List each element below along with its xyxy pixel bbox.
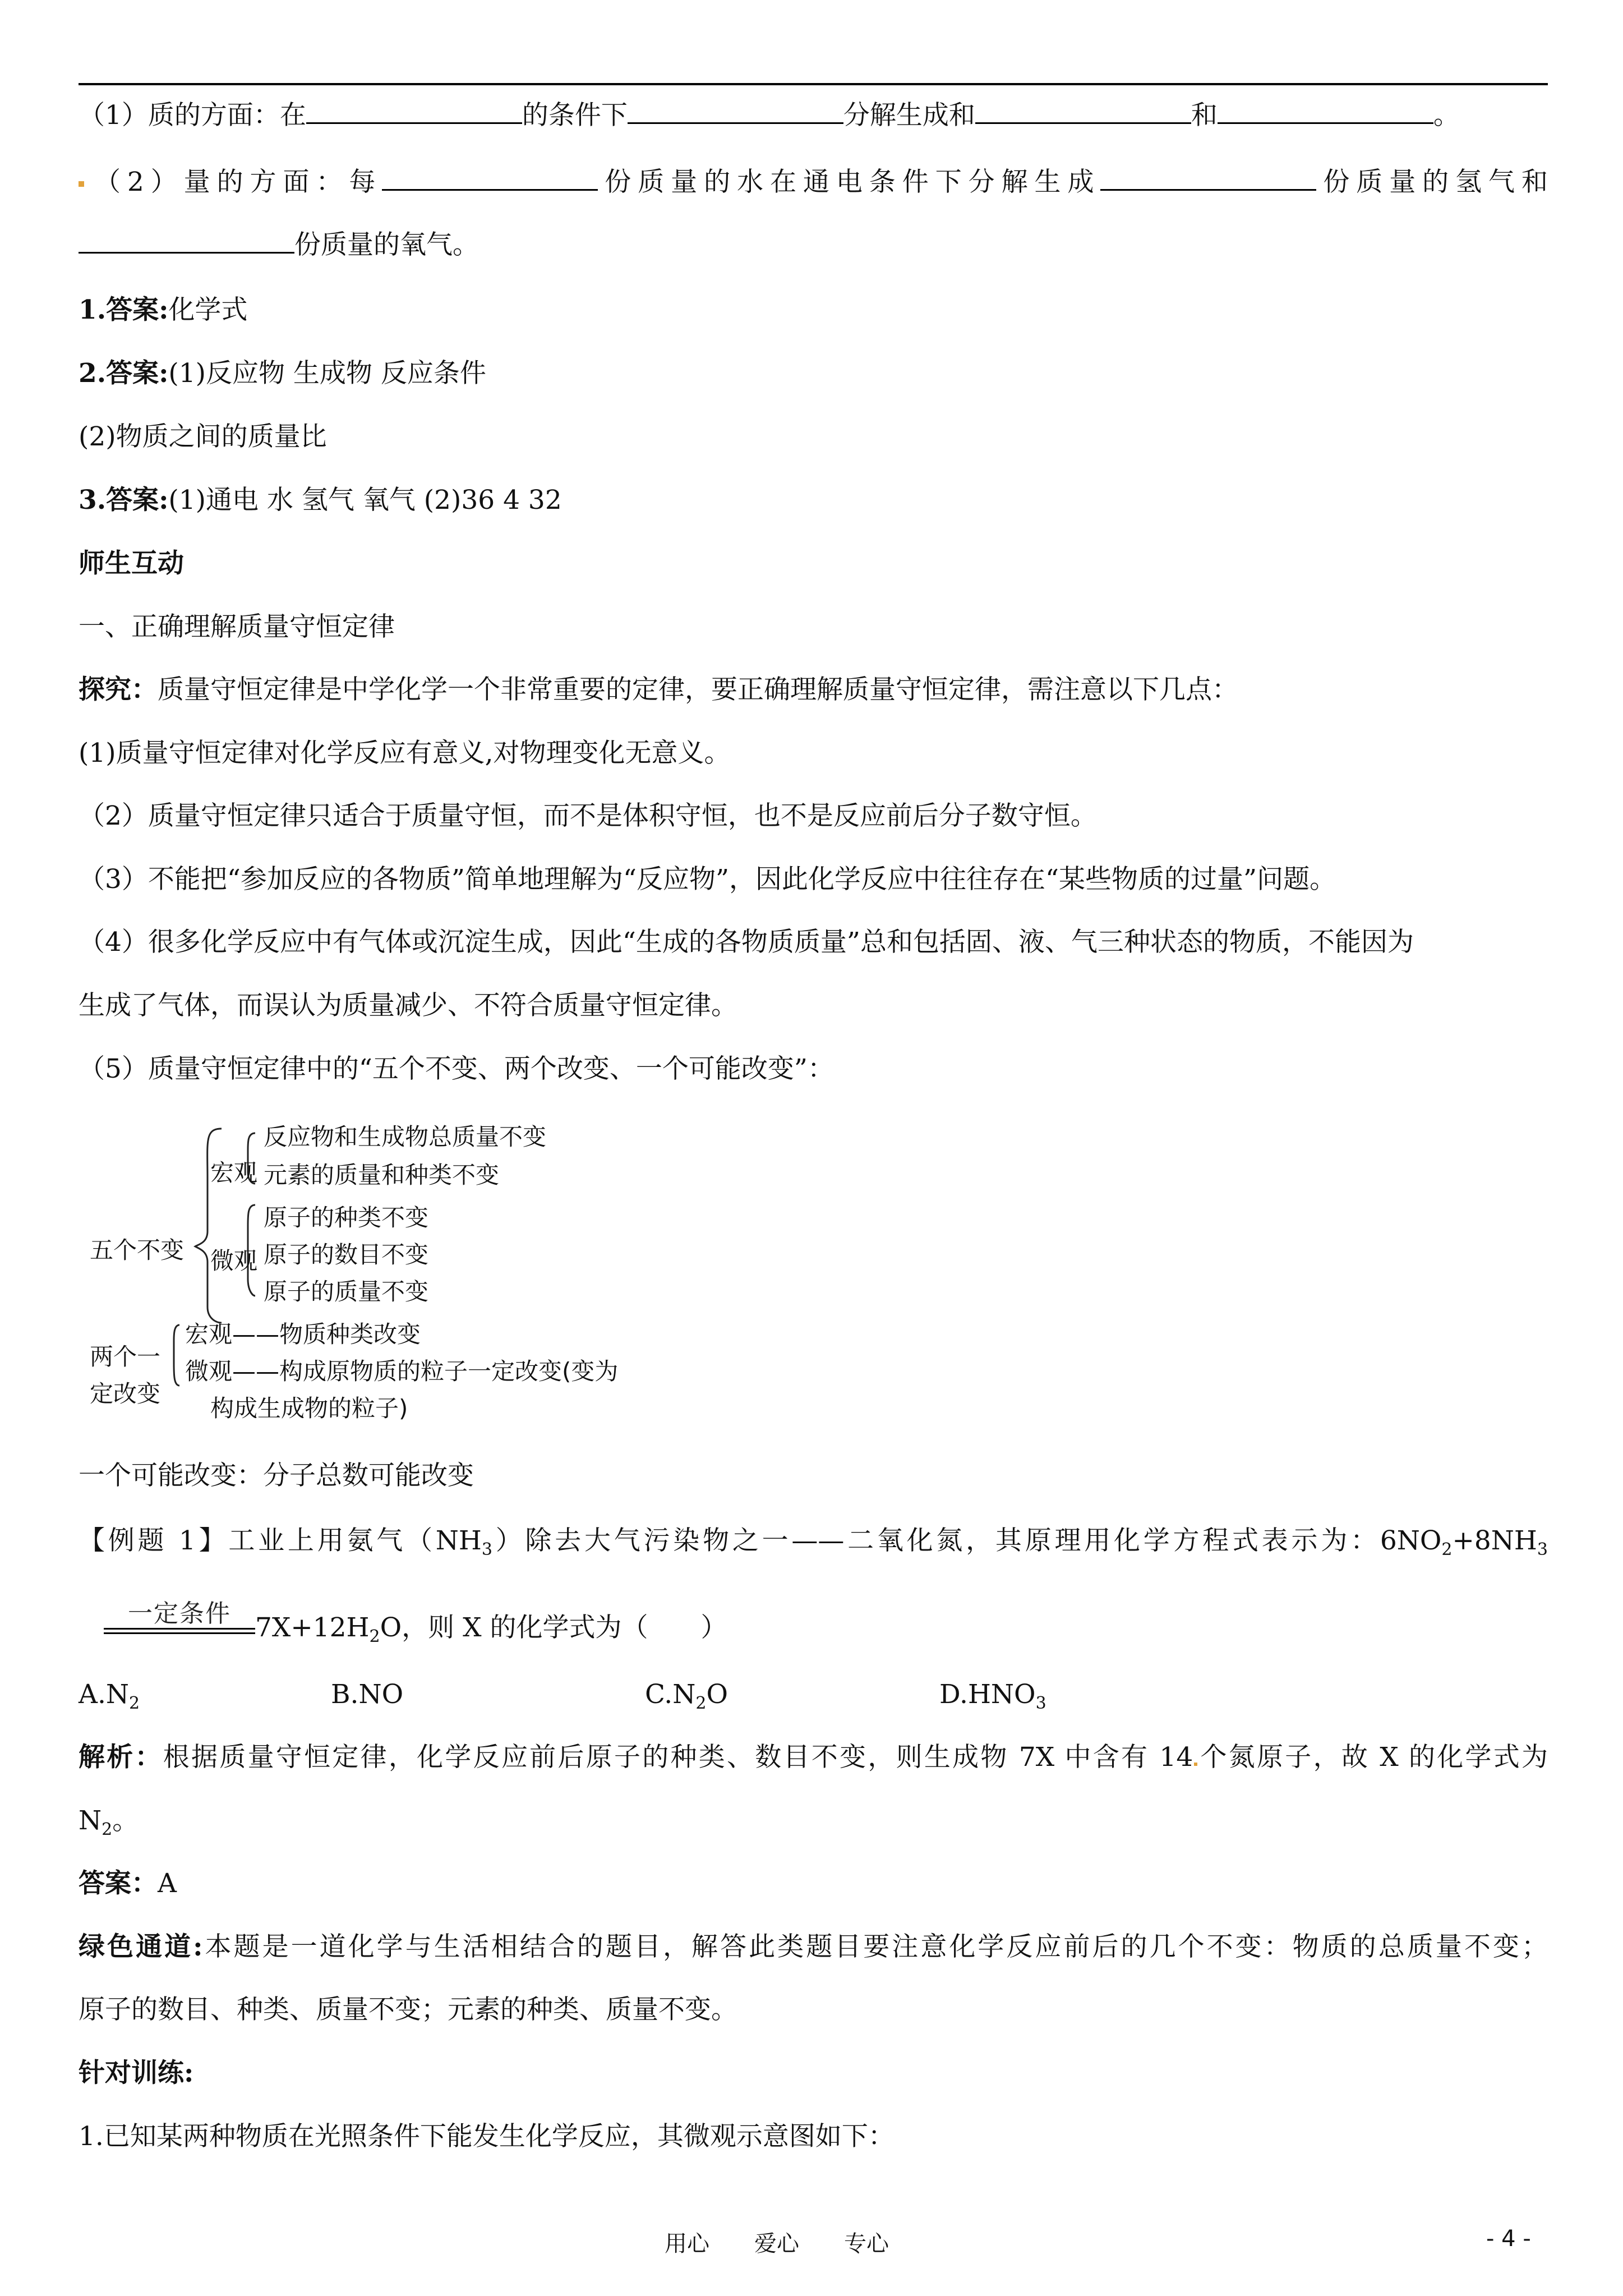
- text: 份质量的氢气和: [1316, 167, 1548, 197]
- text: （2）量的方面：每: [87, 167, 382, 197]
- header-rule: [79, 83, 1548, 85]
- text: C.N: [645, 1679, 696, 1710]
- item-element: 元素的质量和种类不变: [264, 1161, 500, 1189]
- explore-paragraph: [79, 673, 1548, 707]
- text: 个氮原子，故 X 的化学式为: [1198, 1742, 1548, 1773]
- green-channel: [79, 1930, 1548, 1964]
- text: 的条件下: [522, 100, 628, 131]
- answer-label: 3.答案:: [79, 485, 169, 516]
- page-number: - 4 -: [1486, 2226, 1531, 2252]
- point-4a: （4）很多化学反应中有气体或沉淀生成，因此“生成的各物质质量”总和包括固、液、气三种状态的物质，不能因为: [79, 927, 1414, 958]
- two-micro: 微观——构成原物质的粒子一定改变(变为: [185, 1358, 619, 1385]
- blank[interactable]: [382, 167, 598, 191]
- subscript: 3: [481, 1540, 492, 1559]
- marker-dot: [1194, 1763, 1197, 1766]
- point-3: （3）不能把“参加反应的各物质”简单地理解为“反应物”，因此化学反应中往往存在“某些物质的过量”问题。: [79, 864, 1336, 895]
- practice-heading: 针对训练:: [79, 2058, 194, 2088]
- explore-label: 探究：: [79, 674, 158, 705]
- option-c[interactable]: [645, 1678, 728, 1711]
- text: 份质量的氧气。: [294, 229, 479, 260]
- reaction-condition: [104, 1593, 272, 1638]
- question-line-1: [79, 99, 1548, 132]
- subscript: 2: [369, 1627, 380, 1646]
- answer-label: 1.答案:: [79, 295, 169, 325]
- answer-1: [79, 293, 1548, 327]
- macro-label: 宏观: [210, 1159, 258, 1186]
- text: 份质量的水在通电条件下分解生成: [598, 167, 1101, 197]
- text: ）除去大气污染物之一——二氧化氮，其原理用化学方程式表示为：6NO: [492, 1525, 1442, 1556]
- blank[interactable]: [79, 229, 294, 254]
- item-atom-mass: 原子的质量不变: [264, 1278, 429, 1305]
- item-atom-number: 原子的数目不变: [264, 1241, 429, 1268]
- marker-dot: [79, 181, 84, 187]
- text: 【例题 1】工业上用氨气（NH: [79, 1525, 482, 1556]
- subscript: 3: [1537, 1540, 1548, 1559]
- point-1: (1)质量守恒定律对化学反应有意义,对物理变化无意义。: [79, 738, 731, 769]
- text: 根据质量守恒定律，化学反应前后原子的种类、数目不变，则生成物 7X 中含有 14: [163, 1742, 1193, 1773]
- point-5: （5）质量守恒定律中的“五个不变、两个改变、一个可能改变”：: [79, 1053, 834, 1084]
- option-b[interactable]: [331, 1678, 403, 1711]
- condition-line: [104, 1632, 255, 1634]
- answer-text: 化学式: [168, 295, 248, 325]
- text: 。: [1433, 100, 1460, 131]
- two-change-label-b: 定改变: [90, 1380, 161, 1407]
- analysis-2: [79, 1804, 1548, 1838]
- text: 本题是一道化学与生活相结合的题目，解答此类题目要注意化学反应前后的几个不变：物质的总质量不变；: [202, 1931, 1548, 1962]
- answer-2: [79, 357, 1548, 390]
- text: 。: [112, 1805, 139, 1836]
- answer: [79, 1867, 1548, 1901]
- point-2: （2）质量守恒定律只适合于质量守恒，而不是体积守恒，也不是反应前后分子数守恒。: [79, 800, 1097, 831]
- micro-label: 微观: [210, 1247, 258, 1274]
- answer-text: (1)反应物 生成物 反应条件: [168, 358, 486, 389]
- text: （1）质的方面：在: [79, 100, 306, 131]
- subscript: 2: [695, 1694, 707, 1713]
- text: N: [79, 1805, 102, 1836]
- blank[interactable]: [306, 100, 522, 124]
- analysis-label: 解析：: [79, 1742, 163, 1773]
- text: B.NO: [331, 1679, 404, 1710]
- text: D.HNO: [939, 1679, 1036, 1710]
- condition-text: 一定条件: [128, 1599, 231, 1628]
- text: A.N: [79, 1679, 130, 1710]
- five-unchanged-label: 五个不变: [90, 1236, 185, 1264]
- question-1: 1.已知某两种物质在光照条件下能发生化学反应，其微观示意图如下：: [79, 2121, 895, 2152]
- subscript: 2: [102, 1820, 113, 1839]
- section-title: 一、正确理解质量守恒定律: [79, 611, 395, 642]
- answer-text: (2)物质之间的质量比: [79, 421, 327, 452]
- answer-text: A: [158, 1868, 177, 1899]
- example-1-equation: [255, 1611, 1545, 1645]
- explore-text: 质量守恒定律是中学化学一个非常重要的定律，要正确理解质量守恒定律，需注意以下几点：: [158, 674, 1238, 705]
- answer-2b: [79, 420, 1548, 454]
- subscript: 2: [129, 1694, 140, 1713]
- condition-line: [104, 1628, 255, 1630]
- question-line-3: [79, 228, 1548, 262]
- conservation-diagram: [84, 1116, 667, 1430]
- question-line-2: [79, 165, 1548, 199]
- subscript: 2: [1441, 1540, 1453, 1559]
- text: 7X+12H: [255, 1612, 370, 1643]
- point-4b: 生成了气体，而误认为质量减少、不符合质量守恒定律。: [79, 990, 737, 1021]
- maybe-change: 一个可能改变：分子总数可能改变: [79, 1460, 474, 1491]
- option-d[interactable]: [939, 1678, 1046, 1711]
- option-a[interactable]: [79, 1678, 140, 1711]
- two-change-label-a: 两个一: [90, 1343, 161, 1370]
- answer-text: (1)通电 水 氢气 氧气 (2)36 4 32: [168, 485, 562, 516]
- analysis: [79, 1741, 1548, 1774]
- item-total-mass: 反应物和生成物总质量不变: [264, 1123, 547, 1151]
- blank[interactable]: [1218, 100, 1433, 124]
- item-atom-type: 原子的种类不变: [264, 1204, 429, 1231]
- two-macro: 宏观——物质种类改变: [185, 1320, 421, 1348]
- subscript: 3: [1035, 1694, 1046, 1713]
- green-label: 绿色通道:: [79, 1931, 203, 1962]
- answer-label: 答案：: [79, 1868, 158, 1899]
- text: 和: [1191, 100, 1218, 131]
- options-row: [0, 1678, 1623, 1711]
- blank[interactable]: [975, 100, 1191, 124]
- two-micro-2: 构成生成物的粒子): [210, 1395, 408, 1422]
- blank[interactable]: [628, 100, 843, 124]
- answer-3: [79, 484, 1548, 517]
- text: +8NH: [1452, 1525, 1537, 1556]
- text: O: [706, 1679, 728, 1710]
- text: O，则 X 的化学式为（ ）: [380, 1612, 727, 1643]
- answer-label: 2.答案:: [79, 358, 169, 389]
- text: 分解生成和: [843, 100, 975, 131]
- footer-motto: 用心 爱心 专心: [665, 2231, 889, 2257]
- example-1: [79, 1524, 1548, 1558]
- blank[interactable]: [1100, 167, 1316, 191]
- section-heading: 师生互动: [79, 548, 184, 579]
- green-channel-2: 原子的数目、种类、质量不变；元素的种类、质量不变。: [79, 1994, 737, 2025]
